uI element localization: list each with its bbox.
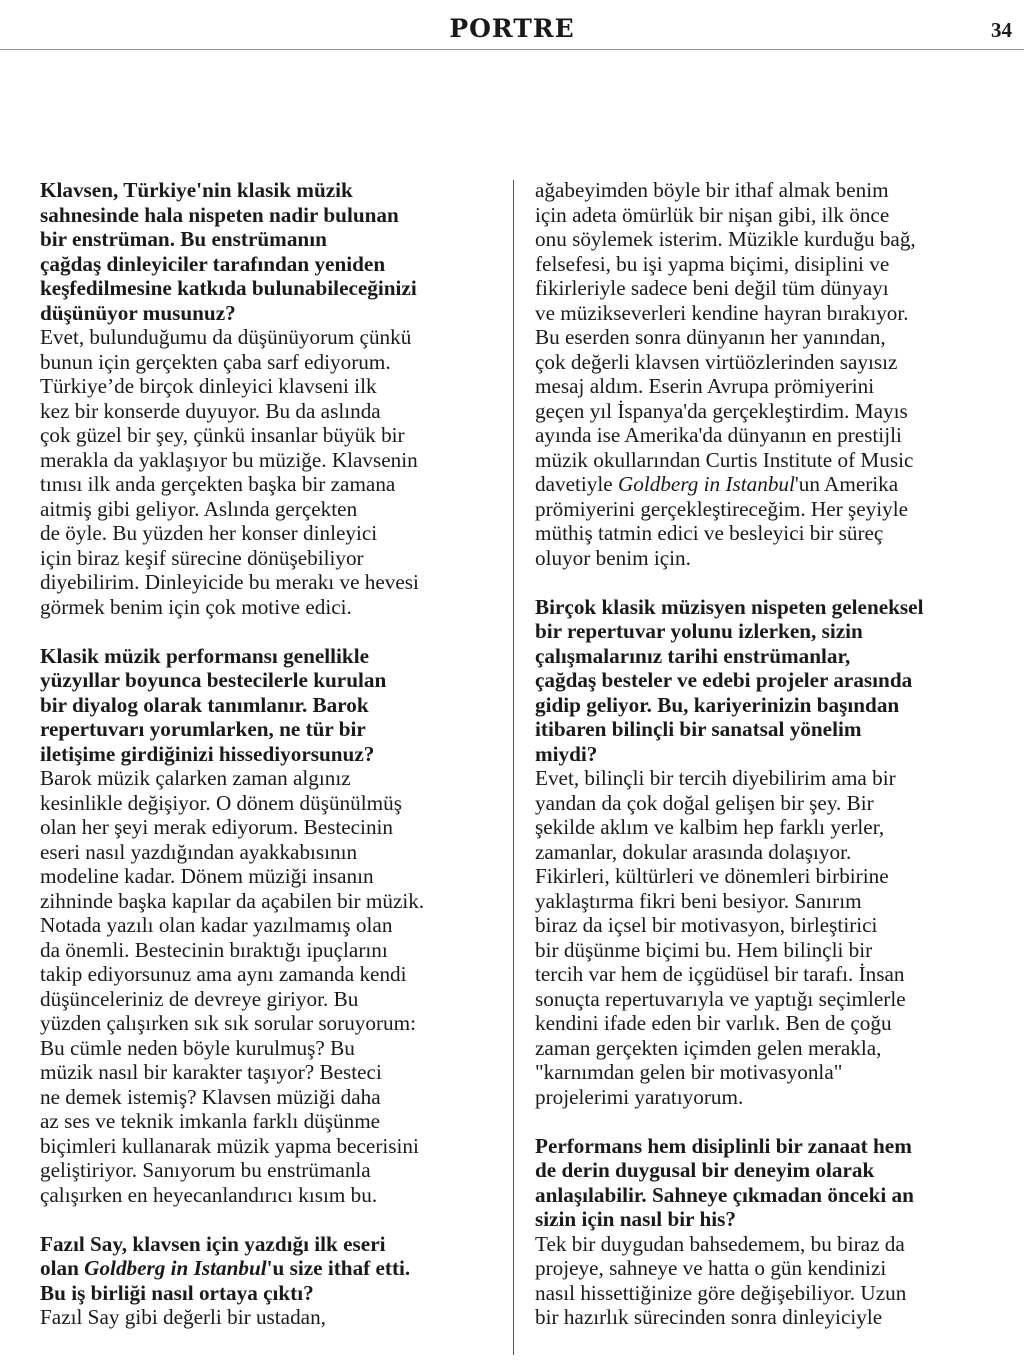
text-line: için biraz keşif sürecine dönüşebiliyor xyxy=(40,545,364,570)
text-line: müzik nasıl bir karakter taşıyor? Besteci xyxy=(40,1060,382,1084)
text-line: iletişime girdiğinizi hissediyorsunuz? xyxy=(40,741,375,766)
text-line: ayında ise Amerika'da dünyanın en prestijli xyxy=(535,423,902,447)
text-line: görmek benim için çok motive edici. xyxy=(40,594,352,619)
right-column xyxy=(535,178,995,1330)
text-line: Bu eserden sonra dünyanın her yanından, xyxy=(535,325,886,349)
text-line: itibaren bilinçli bir sanatsal yönelim xyxy=(535,717,862,741)
text-line: oluyor benim için. xyxy=(535,545,691,570)
text-line: düşünüyor musunuz? xyxy=(40,300,236,325)
question-2 xyxy=(40,644,500,767)
text-line: Klasik müzik performansı genellikle xyxy=(40,643,369,668)
answer-1 xyxy=(40,325,500,619)
question-3 xyxy=(40,1232,500,1306)
text-line: de derin duygusal bir deneyim olarak xyxy=(535,1158,875,1182)
text-line: da önemli. Bestecinin bıraktığı ipuçlarını xyxy=(40,937,388,962)
column-divider xyxy=(513,180,514,1355)
text-line: Bu iş birliği nasıl ortaya çıktı? xyxy=(40,1280,314,1305)
text-line: diyebilirim. Dinleyicide bu merakı ve hevesi xyxy=(40,570,419,594)
text-line: çok güzel bir şey, çünkü insanlar büyük bir xyxy=(40,423,405,447)
answer-3-start xyxy=(40,1305,500,1330)
text-line: için adeta ömürlük bir nişan gibi, ilk önce xyxy=(535,202,890,227)
text-line: Evet, bulunduğumu da düşünüyorum çünkü xyxy=(40,325,412,349)
text-line: Notada yazılı olan kadar yazılmamış olan xyxy=(40,913,393,937)
paragraph-gap xyxy=(40,1207,500,1232)
text-line: projeye, sahneye ve hatta o gün kendinizi xyxy=(535,1256,887,1280)
text-line: yüzden çalışırken sık sık sorular soruyorum: xyxy=(40,1011,417,1035)
text-line: kendini ifade eden bir varlık. Ben de çoğu xyxy=(535,1011,892,1035)
text-line: bir düşünme biçimi bu. Hem bilinçli bir xyxy=(535,937,873,962)
text-line: de öyle. Bu yüzden her konser dinleyici xyxy=(40,521,378,545)
text-line: Klavsen, Türkiye'nin klasik müzik xyxy=(40,178,353,202)
text-line: Bu cümle neden böyle kurulmuş? Bu xyxy=(40,1035,355,1060)
text-line: çağdaş dinleyiciler tarafından yeniden xyxy=(40,251,386,276)
text-line: zihninde başka kapılar da açabilen bir müzik. xyxy=(40,888,425,913)
text-line: felsefesi, bu işi yapma biçimi, disiplini ve xyxy=(535,251,890,276)
text-line: modeline kadar. Dönem müziği insanın xyxy=(40,864,374,888)
text-line: merakla da yaklaşıyor bu müziğe. Klavsenin xyxy=(40,447,418,472)
text-line: Tek bir duygudan bahsedemem, bu biraz da xyxy=(535,1231,905,1256)
text-line: olan her şeyi merak ediyorum. Bestecinin xyxy=(40,815,394,839)
text-line: şekilde aklım ve kalbim hep farklı yerler, xyxy=(535,815,885,839)
text-line: bir hazırlık sürecinden sonra dinleyiciyle xyxy=(535,1305,883,1329)
text-segment: davetiyle xyxy=(535,472,618,496)
question-1 xyxy=(40,178,500,325)
text-line: ağabeyimden böyle bir ithaf almak benim xyxy=(535,178,889,202)
text-line: prömiyerini gerçekleştireceğim. Her şeyiyle xyxy=(535,496,908,521)
text-line: az ses ve teknik imkanla farklı düşünme xyxy=(40,1109,381,1133)
text-line xyxy=(535,472,995,497)
text-line: çağdaş besteler ve edebi projeler arasında xyxy=(535,668,913,692)
text-line: geliştiriyor. Sanıyorum bu enstrümanla xyxy=(40,1158,371,1182)
text-line: bir diyalog olarak tanımlanır. Barok xyxy=(40,692,369,717)
question-5 xyxy=(535,1134,995,1232)
answer-4 xyxy=(535,766,995,1109)
text-line: aitmiş gibi geliyor. Aslında gerçekten xyxy=(40,496,358,521)
text-line: ve müzikseverleri kendine hayran bırakıyor. xyxy=(535,300,909,325)
text-segment: 'un Amerika xyxy=(794,472,899,496)
text-line xyxy=(40,1256,500,1281)
text-line: bir enstrüman. Bu enstrümanın xyxy=(40,227,327,251)
text-line: biraz da içsel bir motivasyon, birleştirici xyxy=(535,913,878,937)
paragraph-gap xyxy=(40,619,500,644)
text-line: tercih var hem de içgüdüsel bir tarafı. İnsan xyxy=(535,962,905,986)
text-line: Türkiye’de birçok dinleyici klavseni ilk xyxy=(40,374,377,398)
text-line: takip ediyorsunuz ama aynı zamanda kendi xyxy=(40,962,407,986)
work-title: Goldberg in Istanbul xyxy=(84,1256,267,1280)
text-segment: olan xyxy=(40,1256,85,1280)
page-header xyxy=(0,0,1024,50)
text-line: anlaşılabilir. Sahneye çıkmadan önceki an xyxy=(535,1182,914,1207)
paragraph-gap xyxy=(535,570,995,595)
text-line: zamanlar, dokular arasında dolaşıyor. xyxy=(535,839,852,864)
text-line: kez bir konserde duyuyor. Bu da aslında xyxy=(40,398,381,423)
text-line: ne demek istemiş? Klavsen müziği daha xyxy=(40,1084,381,1109)
answer-3-continued xyxy=(535,178,995,570)
text-line: geçen yıl İspanya'da gerçekleştirdim. Mayıs xyxy=(535,398,908,423)
text-line: yüzyıllar boyunca bestecilerle kurulan xyxy=(40,668,387,692)
text-line: fikirleriyle sadece beni değil tüm dünyayı xyxy=(535,276,889,300)
text-line: sonuçta repertuvarıyla ve yaptığı seçimlerle xyxy=(535,986,906,1011)
paragraph-gap xyxy=(535,1109,995,1134)
text-line: Fikirleri, kültürleri ve dönemleri birbirine xyxy=(535,864,889,888)
text-line: Fazıl Say gibi değerli bir ustadan, xyxy=(40,1305,326,1329)
text-line: nasıl hissettiğinize göre değişebiliyor. Uzun xyxy=(535,1280,907,1305)
text-line: müzik okullarından Curtis Institute of Music xyxy=(535,447,914,472)
text-line: düşünceleriniz de devreye giriyor. Bu xyxy=(40,986,359,1011)
text-segment: 'u size ithaf etti. xyxy=(266,1256,411,1280)
answer-5 xyxy=(535,1232,995,1330)
text-line: keşfedilmesine katkıda bulunabileceğinizi xyxy=(40,276,417,300)
section-title: PORTRE xyxy=(449,14,575,43)
text-line: Performans hem disiplinli bir zanaat hem xyxy=(535,1133,912,1158)
left-column xyxy=(40,178,500,1330)
page-number: 34 xyxy=(991,18,1012,42)
text-line: Birçok klasik müzisyen nispeten geleneksel xyxy=(535,594,924,619)
text-line: eseri nasıl yazdığından ayakkabısının xyxy=(40,839,358,864)
text-line: zaman gerçekten içimden gelen merakla, xyxy=(535,1035,882,1060)
answer-2 xyxy=(40,766,500,1207)
header-rule xyxy=(0,49,1024,50)
text-line: miydi? xyxy=(535,741,598,766)
text-line: Fazıl Say, klavsen için yazdığı ilk eseri xyxy=(40,1231,386,1256)
text-line: repertuvarı yorumlarken, ne tür bir xyxy=(40,717,366,741)
text-line: yandan da çok doğal gelişen bir şey. Bir xyxy=(535,790,874,815)
text-line: gidip geliyor. Bu, kariyerinizin başından xyxy=(535,692,900,717)
text-line: onu söylemek isterim. Müzikle kurduğu bağ, xyxy=(535,227,916,251)
work-title: Goldberg in Istanbul xyxy=(617,472,795,496)
text-line: kesinlikle değişiyor. O dönem düşünülmüş xyxy=(40,790,402,815)
text-line: Barok müzik çalarken zaman algınız xyxy=(40,766,351,790)
text-line: bunun için gerçekten çaba sarf ediyorum. xyxy=(40,349,391,374)
text-line: sizin için nasıl bir his? xyxy=(535,1207,736,1231)
text-line: çalışırken en heyecanlandırıcı kısım bu. xyxy=(40,1182,378,1207)
text-line: müthiş tatmin edici ve besleyici bir süreç xyxy=(535,521,884,545)
text-line: bir repertuvar yolunu izlerken, sizin xyxy=(535,619,863,643)
question-4 xyxy=(535,595,995,767)
text-line: tınısı ilk anda gerçekten başka bir zamana xyxy=(40,472,396,496)
text-line: çok değerli klavsen virtüözlerinden sayısız xyxy=(535,349,898,374)
text-line: biçimleri kullanarak müzik yapma becerisini xyxy=(40,1133,419,1158)
text-line: çalışmalarınız tarihi enstrümanlar, xyxy=(535,643,851,668)
text-line: mesaj aldım. Eserin Avrupa prömiyerini xyxy=(535,374,875,398)
text-line: Evet, bilinçli bir tercih diyebilirim ama bir xyxy=(535,766,896,790)
text-line: projelerimi yaratıyorum. xyxy=(535,1084,744,1109)
text-line: "karnımdan gelen bir motivasyonla" xyxy=(535,1060,843,1084)
text-line: yaklaştırma fikri beni besiyor. Sanırım xyxy=(535,888,862,913)
text-line: sahnesinde hala nispeten nadir bulunan xyxy=(40,202,399,227)
